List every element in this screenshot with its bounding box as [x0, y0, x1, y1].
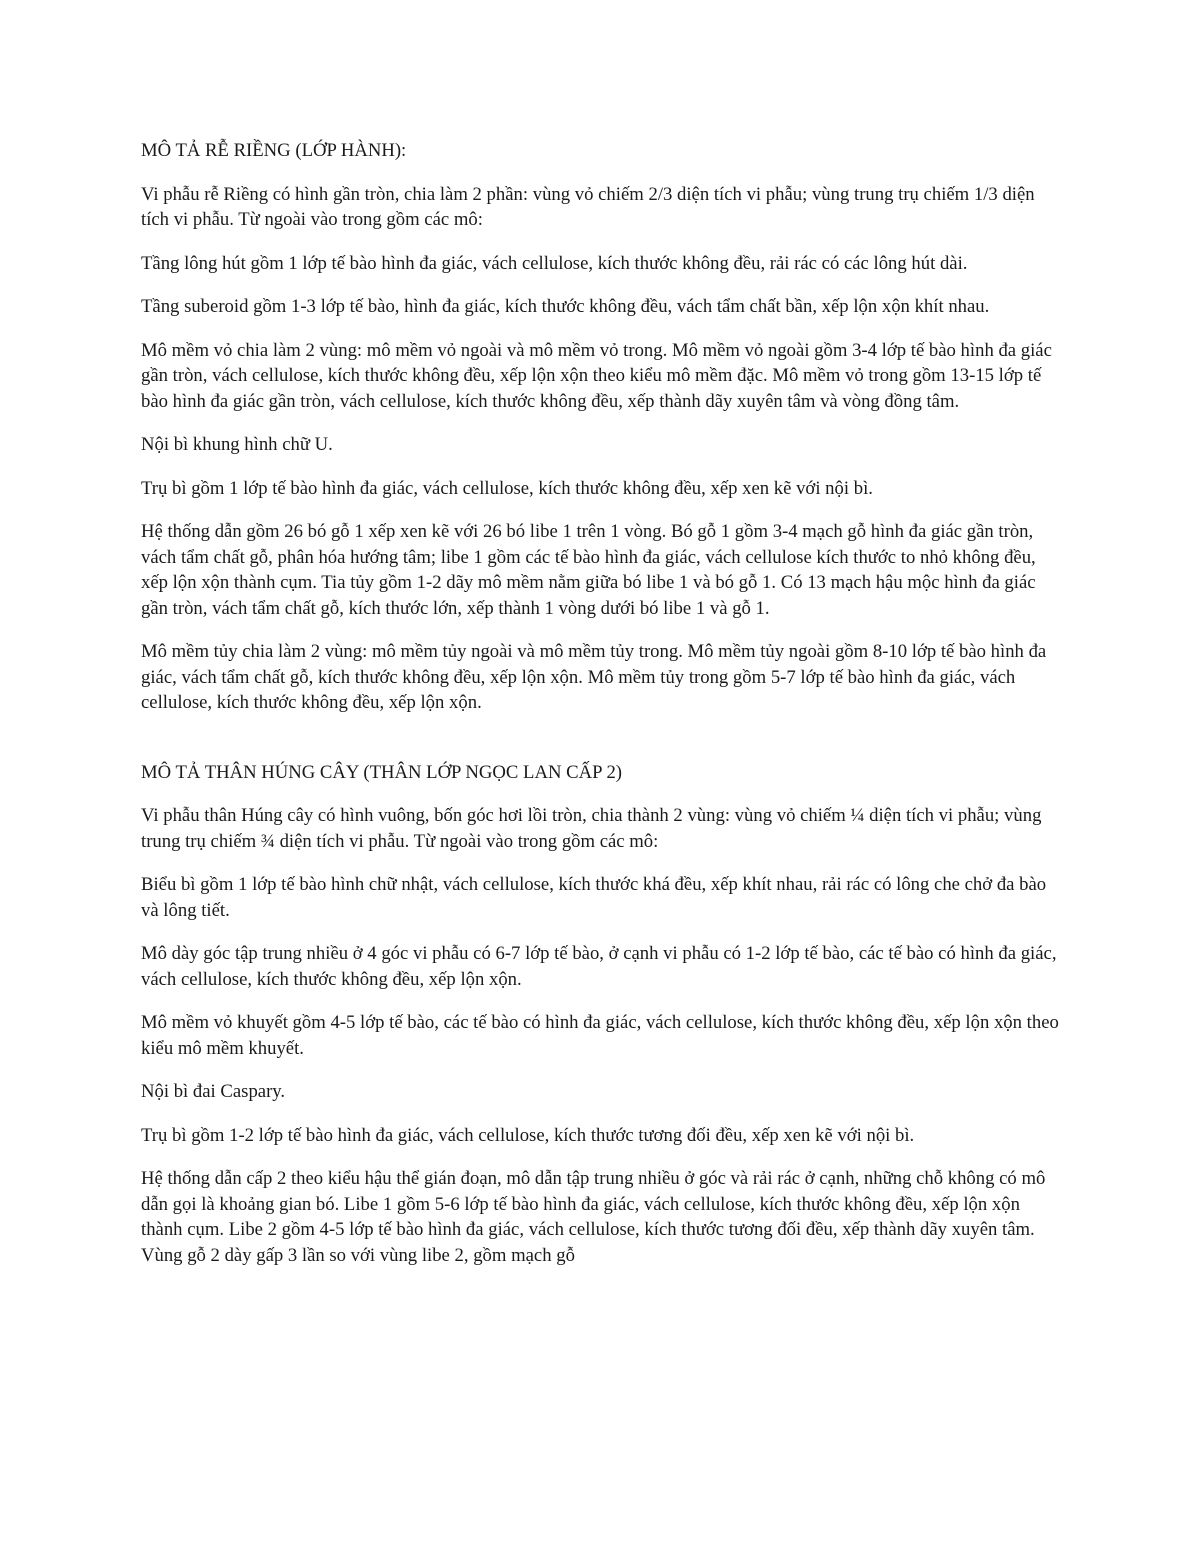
paragraph: Biểu bì gồm 1 lớp tế bào hình chữ nhật, vách cellulose, kích thước khá đều, xếp khít nhau, rải rác có lông che chở đa bào và lông tiết.: [141, 874, 1047, 921]
paragraph: Mô dày góc tập trung nhiều ở 4 góc vi phẫu có 6-7 lớp tế bào, ở cạnh vi phẫu có 1-2 lớp tế bào, các tế bào có hình đa giác, vách cellulose, kích thước không đều, xếp lộn xộn.: [141, 943, 1057, 990]
paragraph: Nội bì đai Caspary.: [141, 1081, 286, 1102]
section-heading: MÔ TẢ THÂN HÚNG CÂY (THÂN LỚP NGỌC LAN CẤP 2): [141, 761, 623, 783]
paragraph: Tầng lông hút gồm 1 lớp tế bào hình đa giác, vách cellulose, kích thước không đều, rải rác có các lông hút dài.: [141, 252, 968, 274]
paragraph: Vi phẫu thân Húng cây có hình vuông, bốn góc hơi lồi tròn, chia thành 2 vùng: vùng vỏ chiếm ¼ diện tích vi phẫu; vùng trung trụ chiếm ¾ diện tích vi phẫu. Từ ngoài vào trong gồm các mô:: [141, 805, 1042, 852]
paragraph: Mô mềm vỏ chia làm 2 vùng: mô mềm vỏ ngoài và mô mềm vỏ trong. Mô mềm vỏ ngoài gồm 3-4 lớp tế bào hình đa giác gần tròn, vách cellulose, kích thước không đều, xếp lộn xộn theo kiểu mô mềm đặc. Mô mềm vỏ trong gồm 13-15 lớp tế bào hình đa giác gần tròn, vách cellulose, kích thước không đều, xếp thành dãy xuyên tâm và vòng đồng tâm.: [141, 339, 1052, 412]
paragraph: Trụ bì gồm 1 lớp tế bào hình đa giác, vách cellulose, kích thước không đều, xếp xen kẽ với nội bì.: [141, 477, 873, 499]
paragraph: Trụ bì gồm 1-2 lớp tế bào hình đa giác, vách cellulose, kích thước tương đối đều, xếp xen kẽ với nội bì.: [141, 1124, 915, 1146]
section-than-hung-cay: [141, 760, 1066, 1269]
document-page: [141, 138, 1066, 1286]
paragraph: Hệ thống dẫn cấp 2 theo kiểu hậu thể gián đoạn, mô dẫn tập trung nhiều ở góc và rải rác ở cạnh, những chỗ không có mô dẫn gọi là khoảng gian bó. Libe 1 gồm 5-6 lớp tế bào hình đa giác, vách cellulose, kích thước không đều, xếp lộn xộn thành cụm. Libe 2 gồm 4-5 lớp tế bào hình đa giác, vách cellulose, kích thước tương đối đều, xếp thành dãy xuyên tâm. Vùng gỗ 2 dày gấp 3 lần so với vùng libe 2, gồm mạch gỗ: [141, 1168, 1046, 1266]
paragraph: Mô mềm tủy chia làm 2 vùng: mô mềm tủy ngoài và mô mềm tủy trong. Mô mềm tủy ngoài gồm 8-10 lớp tế bào hình đa giác, vách tẩm chất gỗ, kích thước không đều, xếp lộn xộn. Mô mềm tủy trong gồm 5-7 lớp tế bào hình đa giác, vách cellulose, kích thước không đều, xếp lộn xộn.: [141, 641, 1047, 713]
section-heading: MÔ TẢ RỄ RIỀNG (LỚP HÀNH):: [141, 140, 407, 161]
paragraph: Hệ thống dẫn gồm 26 bó gỗ 1 xếp xen kẽ với 26 bó libe 1 trên 1 vòng. Bó gỗ 1 gồm 3-4 mạch gỗ hình đa giác gần tròn, vách tẩm chất gỗ, phân hóa hướng tâm; libe 1 gồm các tế bào hình đa giác, vách cellulose kích thước to nhỏ không đều, xếp lộn xộn thành cụm. Tia tủy gồm 1-2 dãy mô mềm nằm giữa bó libe 1 và bó gỗ 1. Có 13 mạch hậu mộc hình đa giác gần tròn, vách tẩm chất gỗ, kích thước lớn, xếp thành 1 vòng dưới bó libe 1 và gỗ 1.: [141, 521, 1036, 619]
paragraph: Nội bì khung hình chữ U.: [141, 434, 333, 455]
section-re-rieng: [141, 138, 1066, 716]
paragraph: Tầng suberoid gồm 1-3 lớp tế bào, hình đa giác, kích thước không đều, vách tẩm chất bần, xếp lộn xộn khít nhau.: [141, 296, 990, 317]
paragraph: Vi phẫu rễ Riềng có hình gần tròn, chia làm 2 phần: vùng vỏ chiếm 2/3 diện tích vi phẫu; vùng trung trụ chiếm 1/3 diện tích vi phẫu. Từ ngoài vào trong gồm các mô:: [141, 183, 1035, 230]
paragraph: Mô mềm vỏ khuyết gồm 4-5 lớp tế bào, các tế bào có hình đa giác, vách cellulose, kích thước không đều, xếp lộn xộn theo kiểu mô mềm khuyết.: [141, 1012, 1059, 1059]
